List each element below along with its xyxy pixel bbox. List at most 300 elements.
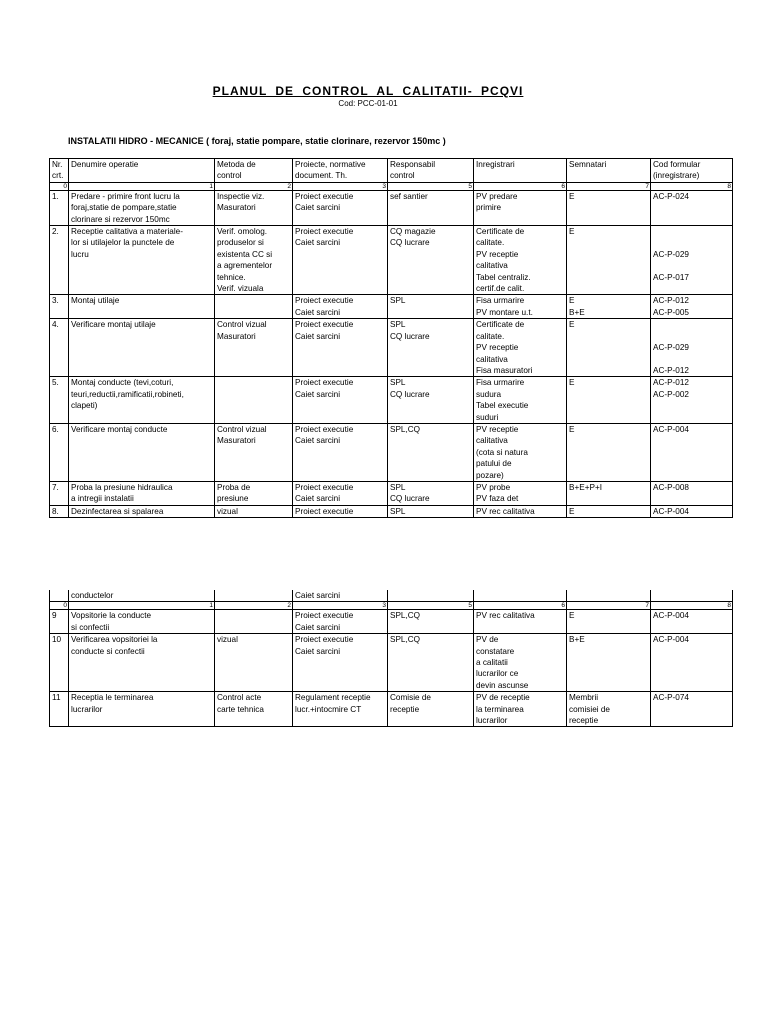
cell-line: Dezinfectarea si spalarea <box>71 506 164 516</box>
table-cell <box>567 505 651 517</box>
table-cell <box>50 226 69 295</box>
table-cell <box>69 319 215 377</box>
cell-line: lucrarilor ce <box>476 669 519 679</box>
cell-line: E <box>569 611 575 621</box>
table-row <box>50 190 733 225</box>
cell-line: suduri <box>476 412 499 422</box>
cell-line <box>569 590 648 601</box>
cell-line: PV predare <box>476 191 518 201</box>
cell-line: Semnatari <box>569 160 607 169</box>
table-cell <box>69 159 215 183</box>
cell-line: Tabel executie <box>476 401 529 411</box>
table-cell <box>651 634 733 692</box>
cell-line: Proiecte, normative <box>295 160 366 169</box>
table-row <box>50 423 733 481</box>
cell-line: Receptie calitativa a materiale- <box>71 227 183 237</box>
cell-line: PV rec calitativa <box>476 506 535 516</box>
cell-line: Predare - primire front lucru la <box>71 191 180 201</box>
cell-line: Inspectie viz. <box>217 191 265 201</box>
cell-line: 9 <box>52 611 57 621</box>
table-cell <box>474 481 567 505</box>
cell-line: Proiect executie <box>295 506 354 516</box>
table-cell <box>474 190 567 225</box>
header-row <box>50 159 733 183</box>
table-cell <box>69 295 215 319</box>
table-row <box>50 610 733 634</box>
section-subtitle: INSTALATII HIDRO - MECANICE ( foraj, statie pompare, statie clorinare, rezervor 150mc ) <box>68 136 446 146</box>
cell-line: Proba la presiune hidraulica <box>71 482 173 492</box>
cell-line: Caiet sarcini <box>295 646 341 656</box>
table-cell <box>388 610 474 634</box>
table-cell <box>567 610 651 634</box>
cell-line: calitativa <box>476 261 508 271</box>
table-cell <box>69 692 215 727</box>
column-index-cell: 1 <box>69 602 215 610</box>
cell-line: SPL <box>390 482 406 492</box>
table-cell <box>69 377 215 424</box>
cell-line: SPL,CQ <box>390 424 421 434</box>
table-cell <box>293 610 388 634</box>
table-cell <box>651 159 733 183</box>
table-cell <box>474 423 567 481</box>
cell-line: Caiet sarcini <box>295 203 341 213</box>
cell-line: sef santier <box>390 191 428 201</box>
table-cell <box>651 319 733 377</box>
table-cell <box>293 692 388 727</box>
table-cell <box>474 319 567 377</box>
cell-line: receptie <box>390 704 420 714</box>
cell-line: E <box>569 320 575 330</box>
cell-line: SPL,CQ <box>390 611 421 621</box>
column-index-cell: 2 <box>215 602 293 610</box>
cell-line <box>653 331 730 342</box>
table-cell <box>50 377 69 424</box>
table-cell <box>293 226 388 295</box>
cell-line: pozare) <box>476 470 504 480</box>
table-cell <box>215 634 293 692</box>
cell-line: comisiei de <box>569 704 610 714</box>
cell-line: calitativa <box>476 436 508 446</box>
cell-line: AC-P-004 <box>653 611 689 621</box>
control-plan-table-page-2 <box>49 590 733 727</box>
table-row <box>50 377 733 424</box>
cell-line: PV receptie <box>476 424 519 434</box>
cell-line: Caiet sarcini <box>295 331 341 341</box>
table-cell <box>50 319 69 377</box>
column-index-cell: 8 <box>651 182 733 190</box>
cell-line: Denumire operatie <box>71 160 139 169</box>
cell-line: AC-P-012 <box>653 296 689 306</box>
cell-line: Masuratori <box>217 331 256 341</box>
cell-line: Fisa urmarire <box>476 378 525 388</box>
cell-line: Proiect executie <box>295 296 354 306</box>
cell-line: calitativa <box>476 354 508 364</box>
cell-line: Proiect executie <box>295 320 354 330</box>
cell-line <box>653 226 730 237</box>
cell-line: AC-P-029 <box>653 343 689 353</box>
cell-line: control <box>217 171 242 181</box>
cell-line: E <box>569 424 575 434</box>
table-cell <box>388 159 474 183</box>
table-cell <box>474 692 567 727</box>
cell-line: Control acte <box>217 693 262 703</box>
cell-line: AC-P-004 <box>653 506 689 516</box>
column-index-cell: 2 <box>215 182 293 190</box>
cell-line: a agrementelor <box>217 261 273 271</box>
cell-line: 1. <box>52 191 59 201</box>
cell-line: Control vizual <box>217 424 267 434</box>
table-cell <box>388 319 474 377</box>
table-cell <box>69 226 215 295</box>
cell-line: Comisie de <box>390 693 431 703</box>
cell-line: E <box>569 296 575 306</box>
cell-line: foraj,statie de pompare,statie <box>71 203 177 213</box>
table-cell <box>388 590 474 602</box>
table-cell <box>215 692 293 727</box>
column-index-cell: 6 <box>474 602 567 610</box>
table-cell <box>215 423 293 481</box>
cell-line: conducte si confectii <box>71 646 145 656</box>
cell-line: SPL,CQ <box>390 635 421 645</box>
table-cell <box>388 423 474 481</box>
cell-line: E <box>569 191 575 201</box>
cell-line: conductelor <box>71 591 114 600</box>
table-cell <box>215 481 293 505</box>
cell-line: 4. <box>52 320 59 330</box>
column-index-cell: 7 <box>567 602 651 610</box>
table-cell <box>50 634 69 692</box>
cell-line: PV receptie <box>476 249 519 259</box>
cell-line: (inregistrare) <box>653 171 700 181</box>
table-cell <box>69 423 215 481</box>
table-cell <box>50 610 69 634</box>
cell-line <box>653 237 730 248</box>
cell-line: B+E <box>569 307 585 317</box>
cell-line: E <box>569 506 575 516</box>
cell-line: lucr.+intocmire CT <box>295 704 362 714</box>
cell-line: AC-P-074 <box>653 693 689 703</box>
table-cell <box>215 159 293 183</box>
table-cell <box>388 481 474 505</box>
cell-line: Tabel centraliz. <box>476 272 531 282</box>
cell-line: AC-P-012 <box>653 365 689 375</box>
cell-line: control <box>390 171 415 181</box>
cell-line <box>390 590 471 601</box>
table-cell <box>50 295 69 319</box>
cell-line: calitate. <box>476 331 505 341</box>
table-cell <box>388 295 474 319</box>
cell-line: crt. <box>52 171 64 181</box>
table-cell <box>567 481 651 505</box>
table-cell <box>50 423 69 481</box>
cell-line: AC-P-024 <box>653 191 689 201</box>
cell-line: Proba de <box>217 482 251 492</box>
table-row <box>50 481 733 505</box>
cell-line <box>217 377 290 388</box>
cell-line: AC-P-004 <box>653 424 689 434</box>
cell-line: lucrarilor <box>476 716 508 726</box>
cell-line: Caiet sarcini <box>295 238 341 248</box>
table-cell <box>215 610 293 634</box>
cell-line: existenta CC si <box>217 249 273 259</box>
table-cell <box>474 610 567 634</box>
table-cell <box>69 190 215 225</box>
cell-line: Caiet sarcini <box>295 591 341 600</box>
table-cell <box>293 423 388 481</box>
table-cell <box>651 610 733 634</box>
cell-line: la terminarea <box>476 704 524 714</box>
table-cell <box>293 190 388 225</box>
cell-line: SPL <box>390 506 406 516</box>
table-cell <box>567 634 651 692</box>
cell-line: (cota si natura <box>476 447 528 457</box>
cell-line: a calitatii <box>476 658 508 668</box>
column-index-row <box>50 182 733 190</box>
cell-line: patului de <box>476 459 512 469</box>
column-index-cell: 1 <box>69 182 215 190</box>
control-plan-table-page-1 <box>49 158 733 518</box>
table-cell <box>567 319 651 377</box>
cell-line: 10 <box>52 635 62 645</box>
table-cell <box>474 634 567 692</box>
cell-line: Certificate de <box>476 227 525 237</box>
column-index-cell: 5 <box>388 602 474 610</box>
cell-line: Cod formular <box>653 160 701 169</box>
table-cell <box>215 226 293 295</box>
cell-line: PV rec calitativa <box>476 611 535 621</box>
table-cell <box>651 505 733 517</box>
cell-line <box>653 319 730 330</box>
cell-line: tehnice. <box>217 272 246 282</box>
cell-line <box>653 354 730 365</box>
cell-line: SPL <box>390 296 406 306</box>
cell-line: PV probe <box>476 482 511 492</box>
table-cell <box>567 159 651 183</box>
table-cell <box>474 159 567 183</box>
cell-line: lor si utilajelor la punctele de <box>71 238 175 248</box>
table-cell <box>567 226 651 295</box>
table-cell <box>69 610 215 634</box>
table-cell <box>69 481 215 505</box>
cell-line: Fisa masuratori <box>476 365 533 375</box>
table-cell <box>293 319 388 377</box>
document-title: PLANUL DE CONTROL AL CALITATII- PCQVI <box>212 84 524 98</box>
table-cell <box>293 159 388 183</box>
table-cell <box>293 295 388 319</box>
column-index-cell: 5 <box>388 182 474 190</box>
cell-line: Control vizual <box>217 320 267 330</box>
cell-line: Caiet sarcini <box>295 436 341 446</box>
cell-line: CQ magazie <box>390 227 436 237</box>
cell-line: Masuratori <box>217 203 256 213</box>
cell-line: CQ lucrare <box>390 238 430 248</box>
cell-line: certif.de calit. <box>476 284 525 294</box>
cell-line: lucrarilor <box>71 704 103 714</box>
cell-line: Caiet sarcini <box>295 494 341 504</box>
table-cell <box>215 590 293 602</box>
cell-line: Caiet sarcini <box>295 389 341 399</box>
cell-line: Verificarea vopsitoriei la <box>71 635 158 645</box>
cell-line: sudura <box>476 389 502 399</box>
cell-line <box>476 590 564 601</box>
cell-line: Montaj utilaje <box>71 296 120 306</box>
table-cell <box>388 226 474 295</box>
cell-line: Caiet sarcini <box>295 622 341 632</box>
cell-line: PV de receptie <box>476 693 530 703</box>
cell-line: SPL <box>390 378 406 388</box>
cell-line: Nr. <box>52 160 63 169</box>
table-row <box>50 505 733 517</box>
cell-line: Responsabil <box>390 160 436 169</box>
cell-line: Regulament receptie <box>295 693 371 703</box>
cell-line: document. Th. <box>295 171 348 181</box>
cell-line: PV de <box>476 635 499 645</box>
cell-line <box>217 295 290 306</box>
table-cell <box>651 295 733 319</box>
cell-line: 5. <box>52 378 59 388</box>
cell-line: Proiect executie <box>295 611 354 621</box>
table-cell <box>50 159 69 183</box>
cell-line: Proiect executie <box>295 227 354 237</box>
cell-line: PV faza det <box>476 494 519 504</box>
cell-line: clapeti) <box>71 401 98 411</box>
table-cell <box>50 505 69 517</box>
cell-line: 8. <box>52 506 59 516</box>
cell-line <box>653 590 730 601</box>
cell-line: Certificate de <box>476 320 525 330</box>
table-cell <box>69 505 215 517</box>
column-index-cell: 8 <box>651 602 733 610</box>
cell-line: si confectii <box>71 622 110 632</box>
cell-line: PV montare u.t. <box>476 307 533 317</box>
table-cell <box>388 634 474 692</box>
table-cell <box>293 481 388 505</box>
table-cell <box>651 226 733 295</box>
cell-line: AC-P-017 <box>653 272 689 282</box>
continuation-row <box>50 590 733 602</box>
table-cell <box>293 505 388 517</box>
table-cell <box>567 692 651 727</box>
cell-line: clorinare si rezervor 150mc <box>71 214 170 224</box>
cell-line: Fisa urmarire <box>476 296 525 306</box>
table-cell <box>567 190 651 225</box>
table-cell <box>50 692 69 727</box>
cell-line: AC-P-005 <box>653 307 689 317</box>
cell-line: receptie <box>569 716 599 726</box>
column-index-cell: 0 <box>50 182 69 190</box>
cell-line <box>217 610 290 621</box>
table-cell <box>293 377 388 424</box>
cell-line: AC-P-029 <box>653 249 689 259</box>
cell-line: CQ lucrare <box>390 494 430 504</box>
table-cell <box>388 377 474 424</box>
table-cell <box>50 190 69 225</box>
table-cell <box>293 590 388 602</box>
cell-line: B+E <box>569 635 585 645</box>
table-cell <box>215 505 293 517</box>
cell-line <box>217 590 290 601</box>
cell-line: Proiect executie <box>295 191 354 201</box>
cell-line: 6. <box>52 424 59 434</box>
cell-line: Proiect executie <box>295 424 354 434</box>
cell-line: E <box>569 227 575 237</box>
cell-line <box>653 260 730 271</box>
cell-line: vizual <box>217 506 238 516</box>
table-cell <box>474 295 567 319</box>
table-cell <box>388 505 474 517</box>
table-cell <box>50 481 69 505</box>
cell-line: Proiect executie <box>295 635 354 645</box>
cell-line: Receptia le terminarea <box>71 693 154 703</box>
cell-line <box>52 590 66 601</box>
table-cell <box>567 590 651 602</box>
table-cell <box>69 634 215 692</box>
cell-line: Verif. omolog. <box>217 227 268 237</box>
table-cell <box>567 377 651 424</box>
cell-line: Masuratori <box>217 436 256 446</box>
cell-line: Montaj conducte (tevi,coturi, <box>71 378 174 388</box>
table-cell <box>651 590 733 602</box>
table-cell <box>651 190 733 225</box>
table-row <box>50 634 733 692</box>
column-index-row <box>50 602 733 610</box>
cell-line: 7. <box>52 482 59 492</box>
cell-line: Verif. vizuala <box>217 284 264 294</box>
cell-line: AC-P-004 <box>653 635 689 645</box>
table-cell <box>69 590 215 602</box>
document-code: Cod: PCC-01-01 <box>338 99 398 108</box>
cell-line: AC-P-002 <box>653 389 689 399</box>
cell-line: Caiet sarcini <box>295 307 341 317</box>
cell-line: lucru <box>71 249 89 259</box>
cell-line: Inregistrari <box>476 160 515 169</box>
table-cell <box>567 423 651 481</box>
cell-line: Vopsitorie la conducte <box>71 611 152 621</box>
cell-line: PV receptie <box>476 343 519 353</box>
column-index-cell: 3 <box>293 182 388 190</box>
cell-line: AC-P-012 <box>653 378 689 388</box>
table-cell <box>293 634 388 692</box>
cell-line: Verificare montaj utilaje <box>71 320 156 330</box>
cell-line: 2. <box>52 227 59 237</box>
cell-line: SPL <box>390 320 406 330</box>
table-cell <box>474 226 567 295</box>
table-row <box>50 226 733 295</box>
cell-line: Proiect executie <box>295 378 354 388</box>
table-cell <box>651 481 733 505</box>
table-cell <box>388 692 474 727</box>
table-cell <box>215 319 293 377</box>
cell-line: Membrii <box>569 693 599 703</box>
cell-line: constatare <box>476 646 515 656</box>
table-cell <box>50 590 69 602</box>
cell-line: CQ lucrare <box>390 389 430 399</box>
cell-line: a intregii instalatii <box>71 494 134 504</box>
table-cell <box>474 590 567 602</box>
column-index-cell: 7 <box>567 182 651 190</box>
cell-line: presiune <box>217 494 249 504</box>
cell-line: B+E+P+I <box>569 482 603 492</box>
table-cell <box>474 377 567 424</box>
cell-line: Metoda de <box>217 160 256 169</box>
table-cell <box>215 377 293 424</box>
column-index-cell: 3 <box>293 602 388 610</box>
cell-line: primire <box>476 203 502 213</box>
cell-line: CQ lucrare <box>390 331 430 341</box>
cell-line: calitate. <box>476 238 505 248</box>
cell-line: AC-P-008 <box>653 482 689 492</box>
table-cell <box>388 190 474 225</box>
